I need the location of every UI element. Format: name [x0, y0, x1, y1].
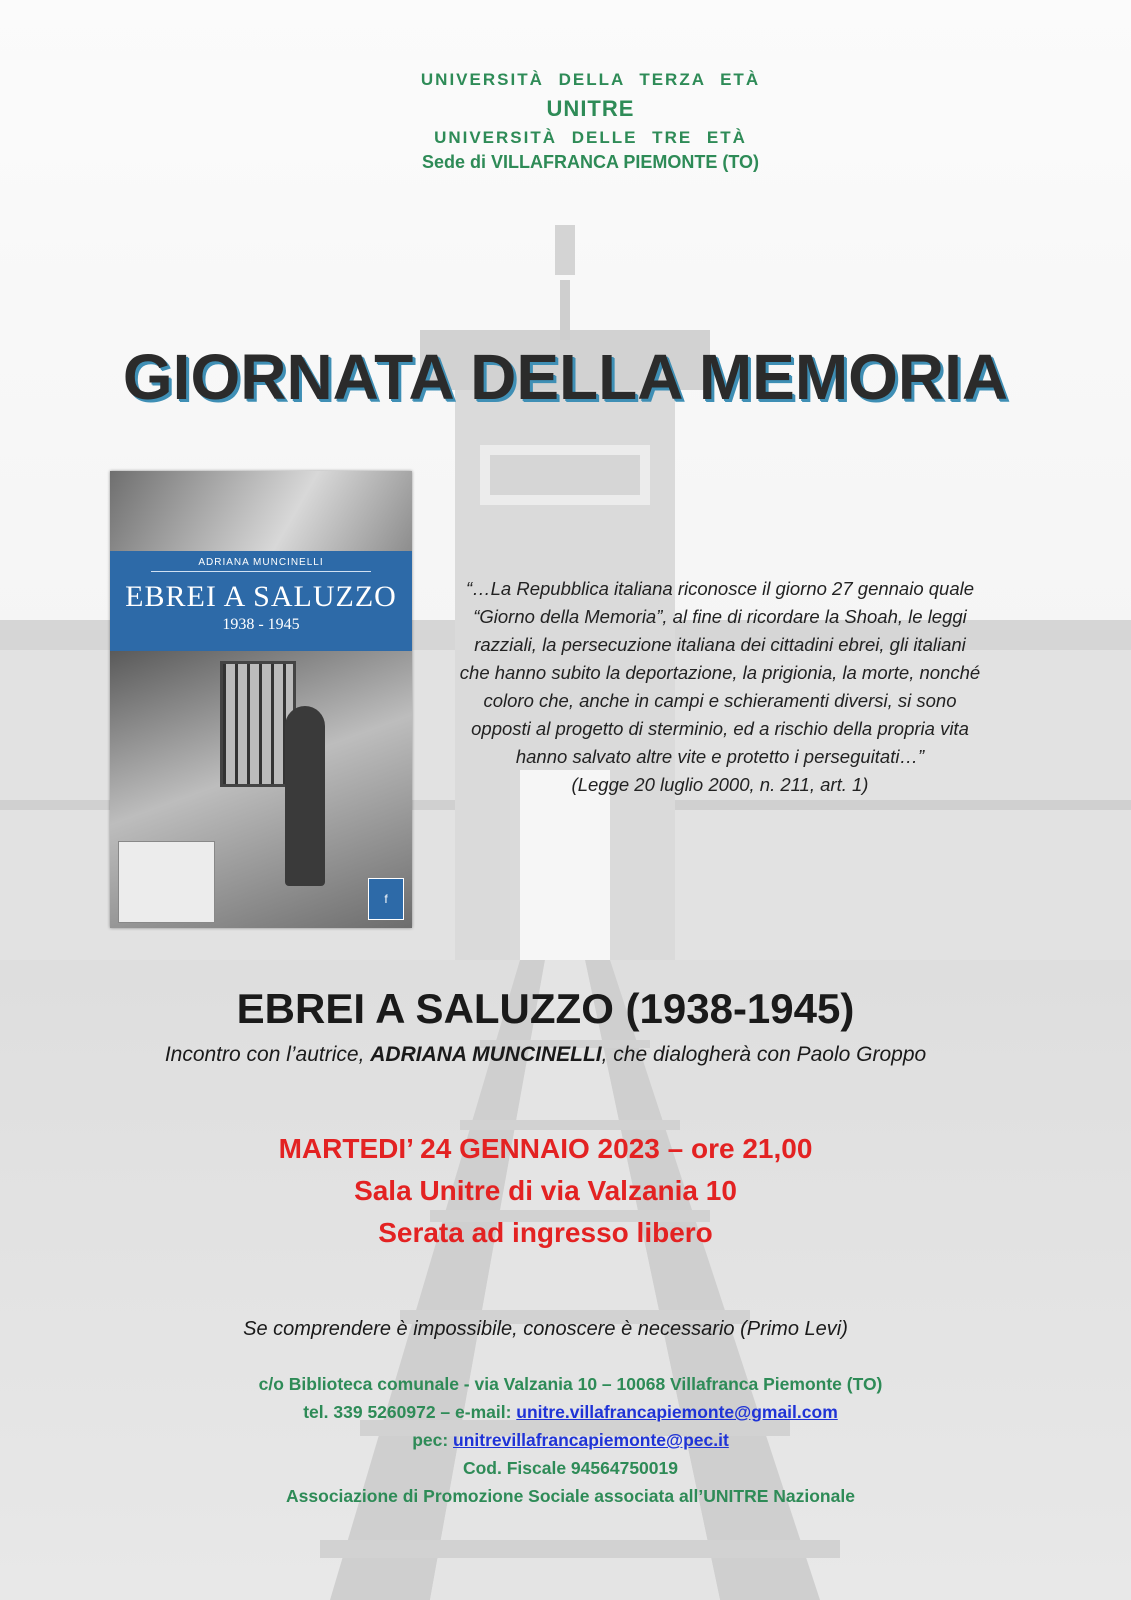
book-author: ADRIANA MUNCINELLI [151, 551, 371, 572]
book-cover-photo-top [110, 471, 412, 551]
header-line-4: Sede di VILLAFRANCA PIEMONTE (TO) [421, 152, 759, 172]
footer-pec-label: pec: [412, 1430, 454, 1450]
page-title: GIORNATA DELLA MEMORIA [122, 341, 1009, 413]
event-subtitle-pre: Incontro con l’autrice, [164, 1043, 371, 1066]
footer-tel: tel. 339 5260972 – e-mail: [303, 1402, 517, 1422]
book-cover-figure [285, 706, 325, 886]
header-line-1: UNIVERSITÀ DELLA TERZA ETÀ [420, 70, 761, 89]
event-place: Sala Unitre di via Valzania 10 [354, 1175, 737, 1206]
organization-header [0, 70, 1131, 173]
quote-line: “…La Repubblica italiana riconosce il giorno 27 gennaio quale [465, 578, 975, 599]
book-cover [110, 471, 412, 928]
book-cover-poster [118, 841, 215, 923]
law-quote [430, 575, 1010, 799]
quote-line: razziali, la persecuzione italiana dei cittadini ebrei, gli italiani [474, 634, 966, 655]
quote-source: (Legge 20 luglio 2000, n. 211, art. 1) [571, 774, 869, 795]
publisher-logo-icon: f [368, 878, 404, 920]
quote-line: hanno salvato altre vite e protetto i perseguitati…” [515, 746, 925, 767]
quote-line: opposti al progetto di sterminio, ed a rischio della propria vita [471, 718, 969, 739]
event-author-name: ADRIANA MUNCINELLI [370, 1043, 602, 1066]
event-title: EBREI A SALUZZO (1938-1945) [236, 985, 855, 1032]
footer-contacts [5, 1370, 1131, 1510]
footer-association: Associazione di Promozione Sociale associata all’UNITRE Nazionale [286, 1486, 855, 1506]
header-line-2: UNITRE [546, 96, 635, 121]
pec-link[interactable]: unitrevillafrancapiemonte@pec.it [453, 1430, 729, 1450]
quote-line: coloro che, anche in campi e schieramenti diversi, si sono [483, 690, 957, 711]
book-title: EBREI A SALUZZO [125, 580, 397, 613]
email-link[interactable]: unitre.villafrancapiemonte@gmail.com [516, 1402, 838, 1422]
footer-address: c/o Biblioteca comunale - via Valzania 10 – 10068 Villafranca Piemonte (TO) [258, 1374, 883, 1394]
footer-fiscal-code: Cod. Fiscale 94564750019 [462, 1458, 678, 1478]
footer-tel-line [5, 1398, 1131, 1426]
motto: Se comprendere è impossibile, conoscere è necessario (Primo Levi) [243, 1318, 848, 1340]
footer-pec-line [5, 1426, 1131, 1454]
book-years: 1938 - 1945 [222, 616, 300, 633]
book-cover-band [110, 551, 412, 651]
quote-line: che hanno subito la deportazione, la prigionia, la morte, nonché [459, 662, 981, 683]
header-line-3: UNIVERSITÀ DELLE TRE ETÀ [434, 128, 747, 147]
event-subtitle [0, 1043, 1111, 1067]
event-entry: Serata ad ingresso libero [378, 1217, 713, 1248]
event-subtitle-post: , che dialogherà con Paolo Groppo [601, 1043, 927, 1066]
quote-line: “Giorno della Memoria”, al fine di ricordare la Shoah, le leggi [473, 606, 967, 627]
event-date: MARTEDI’ 24 GENNAIO 2023 – ore 21,00 [278, 1133, 813, 1164]
